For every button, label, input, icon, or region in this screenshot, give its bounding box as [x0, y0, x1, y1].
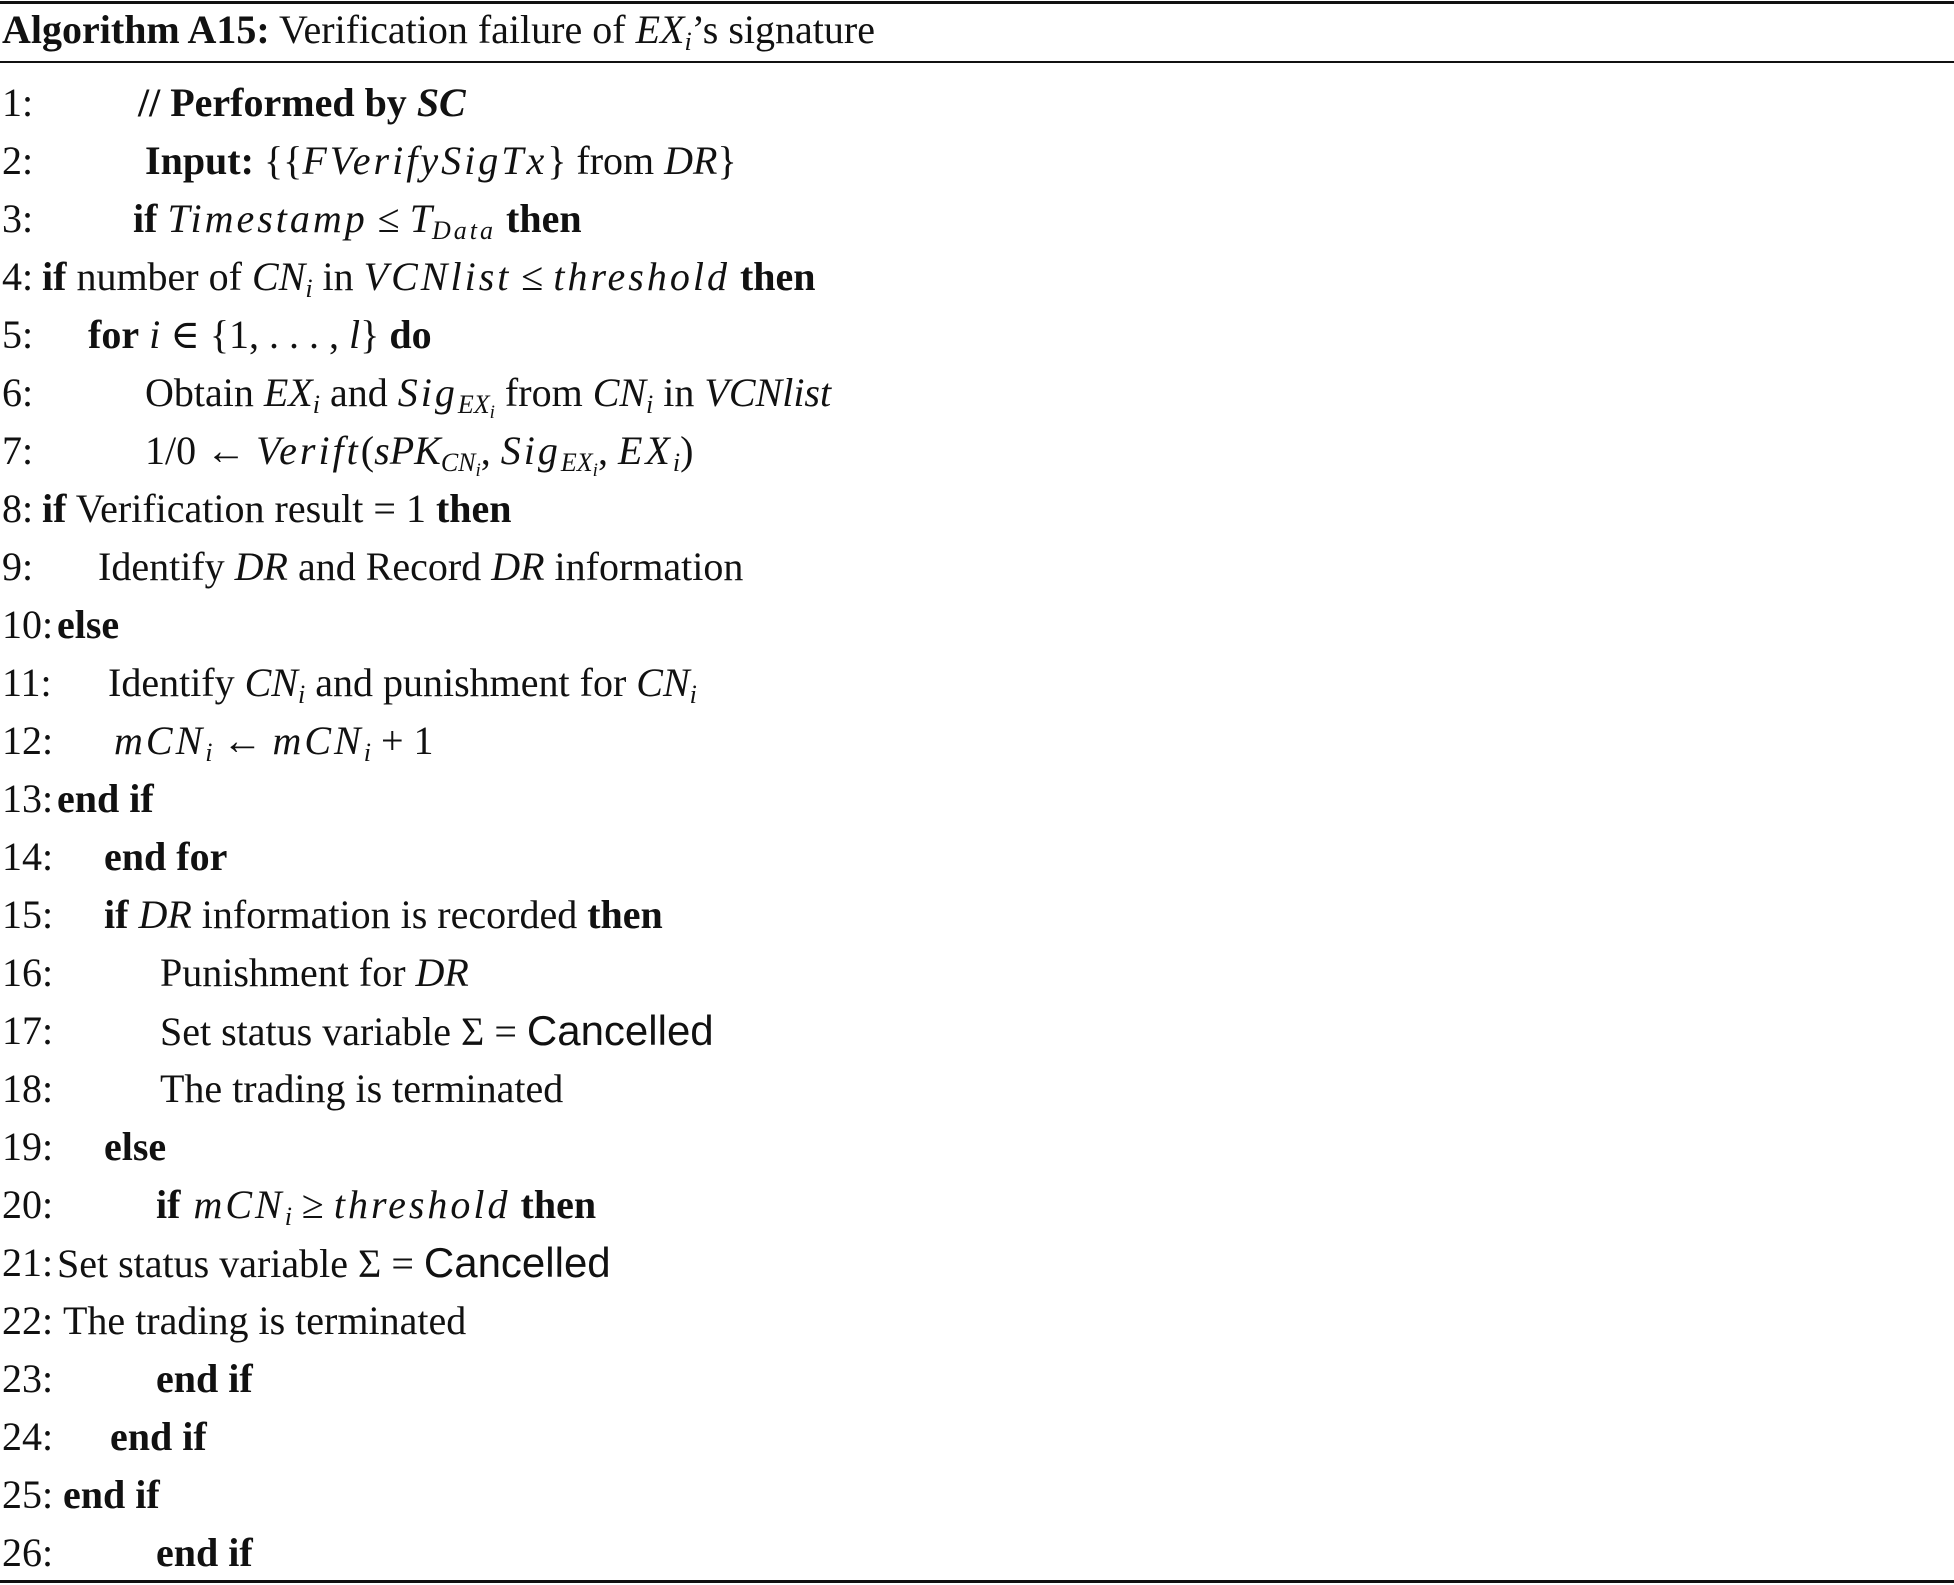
text: information is recorded [191, 892, 588, 937]
math-var: DR [234, 544, 288, 589]
line-code [42, 248, 816, 306]
line-number: 9: [2, 544, 34, 589]
text: Verification result = 1 [66, 486, 436, 531]
keyword: end if [57, 776, 154, 821]
math-sub: i [297, 680, 306, 709]
text: number of [66, 254, 252, 299]
status-value: Cancelled [526, 1007, 714, 1054]
caption-label: Algorithm A15: [2, 7, 270, 52]
math-var: VCNlist [363, 254, 512, 299]
text: ← [212, 718, 273, 763]
text: , [597, 428, 618, 473]
math-var: CN [636, 660, 690, 705]
text: 1/0 ← [145, 428, 257, 473]
text: ) [680, 428, 694, 473]
math-var: Sig [500, 428, 561, 473]
keyword: for [88, 312, 140, 357]
math-var: Verift [256, 428, 361, 473]
math-var: Sig [397, 370, 458, 415]
math-var: T [409, 196, 432, 241]
line-code [104, 886, 663, 944]
line-code [138, 74, 466, 132]
line-number: 13: [2, 776, 54, 821]
text: Identify [108, 660, 245, 705]
math-var: SC [416, 80, 466, 125]
keyword: end if [156, 1530, 253, 1575]
math-sub [440, 448, 481, 481]
line-number: 7: [2, 428, 34, 473]
text: in [653, 370, 705, 415]
keyword: then [510, 1182, 597, 1227]
line-code [156, 1350, 253, 1408]
line-number: 14: [2, 834, 54, 879]
math-var: CN [251, 254, 306, 299]
math-var: DR [128, 892, 192, 937]
line-number: 3: [2, 196, 34, 241]
math-sub: i [672, 448, 681, 477]
keyword: if [42, 486, 67, 531]
math-var: CN [244, 660, 298, 705]
math-sub-text: CN [440, 448, 476, 477]
keyword: if [104, 892, 129, 937]
math-sub: i [646, 390, 654, 419]
keyword: end for [104, 834, 228, 879]
keyword: end if [63, 1472, 160, 1517]
text: The trading is terminated [63, 1298, 467, 1343]
math-sub: i [312, 390, 320, 419]
line-number: 26: [2, 1530, 54, 1575]
math-sub: i [363, 738, 371, 767]
text: Obtain [145, 370, 264, 415]
math-sub [457, 390, 495, 423]
line-number: 11: [2, 660, 52, 705]
line-code [110, 1408, 207, 1466]
math-var: i [139, 312, 161, 357]
text: and Record [287, 544, 492, 589]
keyword: if [156, 1182, 181, 1227]
text: Set status variable Σ = [160, 1009, 527, 1054]
keyword: if [42, 254, 67, 299]
math-subsub: i [475, 460, 481, 481]
keyword: if [133, 196, 158, 241]
math-var: l [349, 312, 361, 357]
status-value: Cancelled [423, 1239, 611, 1286]
line-number: 22: [2, 1298, 54, 1343]
text: + 1 [370, 718, 434, 763]
text: from [494, 370, 593, 415]
line-code [156, 1524, 253, 1582]
text: information [544, 544, 744, 589]
math-var: threshold [553, 254, 730, 299]
math-var: DR [415, 950, 469, 995]
line-number: 19: [2, 1124, 54, 1169]
text: Identify [98, 544, 235, 589]
math-sub: i [284, 1202, 292, 1231]
math-var: EX [617, 428, 673, 473]
caption-title-var: EX [635, 7, 685, 52]
keyword: do [389, 312, 432, 357]
text: ≤ [511, 254, 554, 299]
keyword: end if [156, 1356, 253, 1401]
line-code [160, 1002, 714, 1061]
keyword: then [435, 486, 512, 531]
keyword: then [587, 892, 663, 937]
math-subsub: i [592, 460, 598, 481]
text: and punishment for [305, 660, 637, 705]
text: } [717, 138, 737, 183]
text: } [360, 312, 390, 357]
keyword: end if [110, 1414, 207, 1459]
math-sub [560, 448, 598, 481]
text: ≥ [291, 1182, 334, 1227]
line-number: 15: [2, 892, 54, 937]
math-sub: i [689, 680, 697, 709]
text: Set status variable Σ = [57, 1241, 424, 1286]
line-code [63, 1292, 466, 1350]
math-var: mCN [180, 1182, 285, 1227]
text: in [312, 254, 364, 299]
line-number: 10: [2, 602, 54, 647]
text: The trading is terminated [160, 1066, 564, 1111]
line-code [63, 1466, 160, 1524]
text: and [319, 370, 398, 415]
line-code [57, 596, 119, 654]
text: ≤ [367, 196, 410, 241]
comment-text: // Performed by [138, 80, 417, 125]
line-number: 5: [2, 312, 34, 357]
math-var: Timestamp [167, 196, 368, 241]
line-number: 2: [2, 138, 34, 183]
line-code [104, 828, 227, 886]
text: , [480, 428, 501, 473]
math-var: EX [263, 370, 313, 415]
math-var: CN [592, 370, 647, 415]
line-number: 17: [2, 1008, 54, 1053]
keyword: then [729, 254, 816, 299]
line-code [108, 654, 697, 712]
line-code [104, 1118, 166, 1176]
caption-title-sub: i [684, 27, 692, 56]
line-number: 8: [2, 486, 34, 531]
line-number: 6: [2, 370, 34, 415]
math-sub: Data [432, 216, 496, 245]
line-number: 21: [2, 1240, 54, 1285]
line-code [42, 480, 512, 538]
math-var: VCNlist [704, 370, 832, 415]
math-var: DR [491, 544, 545, 589]
line-code [160, 944, 469, 1002]
math-sub-text: EX [560, 448, 593, 477]
bottom-rule [0, 1580, 1954, 1583]
text: ( [360, 428, 375, 473]
text: } from [547, 138, 665, 183]
line-number: 24: [2, 1414, 54, 1459]
line-number: 1: [2, 80, 34, 125]
math-var: threshold [333, 1182, 511, 1227]
line-number: 18: [2, 1066, 54, 1111]
line-code [145, 364, 831, 422]
math-var: DR [664, 138, 718, 183]
keyword: then [496, 196, 582, 241]
line-number: 4: [2, 254, 34, 299]
line-code [156, 1176, 596, 1234]
math-var: FVerifySigTx [302, 138, 548, 183]
line-code [57, 1234, 611, 1293]
line-code [133, 190, 582, 248]
line-number: 16: [2, 950, 54, 995]
math-var: sPK [374, 428, 441, 473]
line-number: 20: [2, 1182, 54, 1227]
line-code [88, 306, 432, 364]
math-var: mCN [114, 718, 206, 763]
caption-title-post: ’s signature [691, 7, 875, 52]
line-code [145, 422, 693, 480]
line-code [98, 538, 743, 596]
text: {{ [253, 138, 303, 183]
text: ∈ {1, . . . , [160, 312, 350, 357]
line-number: 23: [2, 1356, 54, 1401]
text: Punishment for [160, 950, 416, 995]
caption-title-pre: Verification failure of [279, 7, 636, 52]
line-code [160, 1060, 563, 1118]
caption-rule [0, 61, 1954, 63]
line-number: 25: [2, 1472, 54, 1517]
line-code [57, 770, 154, 828]
line-number: 12: [2, 718, 54, 763]
keyword: else [57, 602, 120, 647]
keyword: else [104, 1124, 167, 1169]
keyword: Input: [145, 138, 254, 183]
math-sub-text: EX [457, 390, 490, 419]
algorithm-caption [2, 2, 875, 60]
math-var: mCN [272, 718, 364, 763]
math-sub: i [305, 274, 313, 303]
line-code [114, 712, 434, 770]
math-subsub: i [489, 402, 495, 423]
line-code [145, 132, 737, 190]
math-sub: i [205, 738, 213, 767]
